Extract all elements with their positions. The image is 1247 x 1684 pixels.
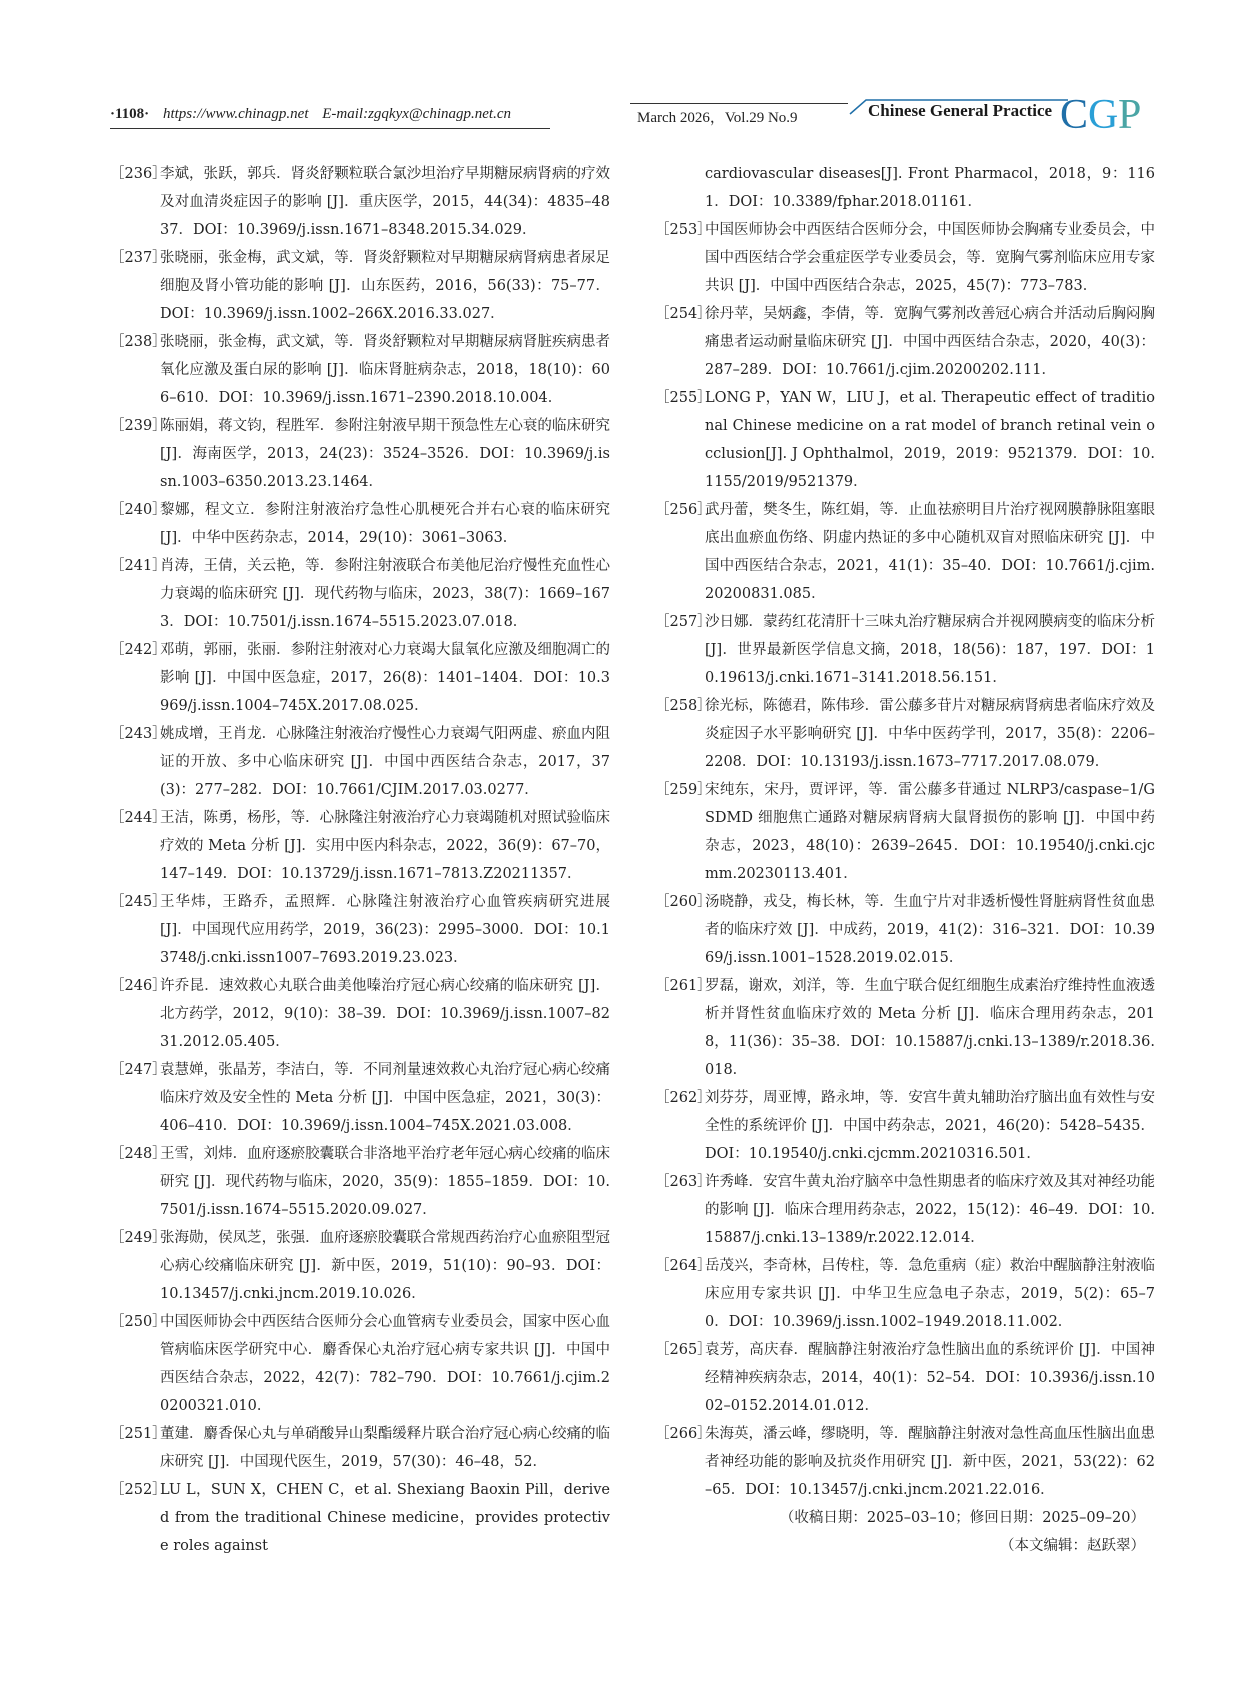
journal-email-link[interactable]: E-mail:zgqkyx@chinagp.net.cn [322,106,511,122]
reference-item [655,1336,1155,1420]
reference-text: 张海勋，侯凤芝，张强．血府逐瘀胶囊联合常规西药治疗心血瘀阻型冠心病心绞痛临床研究 [J]．新中医，2019，51(10)：90–93．DOI：10.13457/j.cnki.jncm.2019.10.026． [160,1230,610,1302]
reference-number: ［259］ [655,782,712,798]
reference-item [655,300,1155,384]
reference-item [655,608,1155,692]
reference-number: ［262］ [655,1090,712,1106]
reference-item [110,244,610,328]
reference-number: ［248］ [110,1146,167,1162]
reference-item [655,384,1155,496]
received-dates: （收稿日期：2025–03–10；修回日期：2025–09–20） [779,1510,1145,1526]
reference-item [655,1252,1155,1336]
reference-number: ［247］ [110,1062,167,1078]
reference-item [110,496,610,552]
reference-number: ［242］ [110,642,167,658]
reference-text: 朱海英，潘云峰，缪晓明，等．醒脑静注射液对急性高血压性脑出血患者神经功能的影响及抗炎作用研究 [J]．新中医，2021，53(22)：62–65．DOI：10.13457/j.cnki.jncm.2021.22.016． [705,1426,1155,1498]
reference-item [655,692,1155,776]
reference-number: ［258］ [655,698,712,714]
header-rule-left [110,128,550,129]
header-left [110,106,511,123]
reference-text: 许秀峰．安宫牛黄丸治疗脑卒中急性期患者的临床疗效及其对神经功能的影响 [J]．临床合理用药杂志，2022，15(12)：46–49．DOI：10.15887/j.cnki.13–1389/r.2022.12.014． [705,1174,1155,1246]
reference-number: ［255］ [655,390,712,406]
logo-c-icon: C [1060,92,1089,134]
reference-text: 董建．麝香保心丸与单硝酸异山梨酯缓释片联合治疗冠心病心绞痛的临床研究 [J]．中国现代医生，2019，57(30)：46–48，52． [160,1426,610,1470]
reference-text: 中国医师协会中西医结合医师分会，中国医师协会胸痛专业委员会，中国中西医结合学会重症医学专业委员会，等．宽胸气雾剂临床应用专家共识 [J]．中国中西医结合杂志，2025，45(7)：773–783． [705,222,1155,294]
reference-text: 姚成增，王肖龙．心脉隆注射液治疗慢性心力衰竭气阳两虚、瘀血内阻证的开放、多中心临床研究 [J]．中国中西医结合杂志，2017，37(3)：277–282．DOI：10.7661/CJIM.2017.03.0277． [160,726,610,798]
reference-text: 陈丽娟，蒋文钧，程胜军．参附注射液早期干预急性左心衰的临床研究 [J]．海南医学，2013，24(23)：3524–3526．DOI：10.3969/j.issn.1003–6350.2013.23.1464． [160,418,610,490]
reference-item [110,412,610,496]
page-number: ·1108· [110,106,150,122]
logo-p-icon: P [1118,92,1142,134]
reference-text: 宋纯东，宋丹，贾评评，等．雷公藤多苷通过 NLRP3/caspase–1/GSDMD 细胞焦亡通路对糖尿病肾病大鼠肾损伤的影响 [J]．中国中药杂志，2023，48(10)：2639–2645．DOI：10.19540/j.cnki.cjcmm.20230113.401． [705,782,1155,882]
reference-text: 邓萌，郭丽，张丽．参附注射液对心力衰竭大鼠氧化应激及细胞凋亡的影响 [J]．中国中医急症，2017，26(8)：1401–1404．DOI：10.3969/j.issn.1004–745X.2017.08.025． [160,642,610,714]
reference-item [110,1476,610,1560]
reference-number: ［256］ [655,502,712,518]
reference-number: ［251］ [110,1426,167,1442]
reference-item [655,496,1155,608]
reference-item [110,1308,610,1420]
reference-number: ［239］ [110,418,167,434]
reference-item [110,888,610,972]
logo-g-icon: G [1088,92,1119,134]
reference-number: ［245］ [110,894,167,910]
reference-number: ［238］ [110,334,167,350]
header-rule-right [630,103,848,104]
reference-item [110,972,610,1056]
reference-item [655,776,1155,888]
reference-item [110,1224,610,1308]
reference-text: 王雪，刘炜．血府逐瘀胶囊联合非洛地平治疗老年冠心病心绞痛的临床研究 [J]．现代药物与临床，2020，35(9)：1855–1859．DOI：10.7501/j.issn.1674–5515.2020.09.027． [160,1146,610,1218]
reference-item [110,552,610,636]
reference-text: 罗磊，谢欢，刘洋，等．生血宁联合促红细胞生成素治疗维持性血液透析并肾性贫血临床疗效的 Meta 分析 [J]．临床合理用药杂志，2018，11(36)：35–38．DOI：10.15887/j.cnki.13–1389/r.2018.36.018． [705,978,1155,1078]
reference-item [110,804,610,888]
reference-item [655,972,1155,1084]
reference-number: ［249］ [110,1230,167,1246]
reference-number: ［236］ [110,166,167,182]
reference-item [110,160,610,244]
reference-item [110,328,610,412]
reference-text: 岳茂兴，李奇林，吕传柱，等．急危重病（症）救治中醒脑静注射液临床应用专家共识 [J]．中华卫生应急电子杂志，2019，5(2)：65–70．DOI：10.3969/j.issn.1002–1949.2018.11.002． [705,1258,1155,1330]
reference-text: 沙日娜．蒙药红花清肝十三味丸治疗糖尿病合并视网膜病变的临床分析 [J]．世界最新医学信息文摘，2018，18(56)：187，197．DOI：10.19613/j.cnki.1671–3141.2018.56.151． [705,614,1155,686]
reference-text: 许乔昆．速效救心丸联合曲美他嗪治疗冠心病心绞痛的临床研究 [J]．北方药学，2012，9(10)：38–39．DOI：10.3969/j.issn.1007–8231.2012.05.405． [160,978,610,1050]
reference-text: LONG P，YAN W，LIU J，et al. Therapeutic effect of traditional Chinese medicine on a rat model of branch retinal vein occlusion[J]. J Ophthalmol，2019，2019：9521379．DOI：10.1155/2019/9521379． [705,390,1155,490]
reference-item [655,1420,1155,1504]
reference-text: 武丹蕾，樊冬生，陈红娟，等．止血祛瘀明目片治疗视网膜静脉阻塞眼底出血瘀血伤络、阴虚内热证的多中心随机双盲对照临床研究 [J]．中国中西医结合杂志，2021，41(1)：35–40．DOI：10.7661/j.cjim.20200831.085． [705,502,1155,602]
reference-number: ［250］ [110,1314,167,1330]
reference-number: ［260］ [655,894,712,910]
reference-text: 李斌，张跃，郭兵．肾炎舒颗粒联合氯沙坦治疗早期糖尿病肾病的疗效及对血清炎症因子的影响 [J]．重庆医学，2015，44(34)：4835–4837．DOI：10.3969/j.issn.1671–8348.2015.34.029． [160,166,610,238]
reference-text: 汤晓静，戎殳，梅长林，等．生血宁片对非透析慢性肾脏病肾性贫血患者的临床疗效 [J]．中成药，2019，41(2)：316–321．DOI：10.3969/j.issn.1001–1528.2019.02.015． [705,894,1155,966]
reference-text: 肖涛，王倩，关云艳，等．参附注射液联合布美他尼治疗慢性充血性心力衰竭的临床研究 [J]．现代药物与临床，2023，38(7)：1669–1673．DOI：10.7501/j.issn.1674–5515.2023.07.018． [160,558,610,630]
journal-name: Chinese General Practice [868,101,1053,120]
journal-logo [838,88,1158,134]
reference-number: ［254］ [655,306,712,322]
right-column [655,160,1155,1560]
reference-item [655,216,1155,300]
reference-number: ［243］ [110,726,167,742]
journal-url-link[interactable]: https://www.chinagp.net [162,106,309,122]
page-header [0,0,1247,150]
reference-number: ［257］ [655,614,712,630]
reference-number: ［265］ [655,1342,712,1358]
reference-text: 王华炜，王路乔，孟照辉．心脉隆注射液治疗心血管疾病研究进展 [J]．中国现代应用药学，2019，36(23)：2995–3000．DOI：10.13748/j.cnki.issn1007–7693.2019.23.023． [160,894,610,966]
reference-number: ［240］ [110,502,167,518]
reference-text: 袁慧婵，张晶芳，李洁白，等．不同剂量速效救心丸治疗冠心病心绞痛临床疗效及安全性的 Meta 分析 [J]．中国中医急症，2021，30(3)：406–410．DOI：10.3969/j.issn.1004–745X.2021.03.008． [160,1062,610,1134]
reference-number: ［253］ [655,222,712,238]
reference-number: ［266］ [655,1426,712,1442]
left-column [110,160,610,1560]
reference-text: 张晓丽，张金梅，武文斌，等．肾炎舒颗粒对早期糖尿病肾病患者尿足细胞及肾小管功能的影响 [J]．山东医药，2016，56(33)：75–77．DOI：10.3969/j.issn.1002–266X.2016.33.027． [160,250,610,322]
reference-continuation: cardiovascular diseases[J]. Front Pharmacol，2018，9：1161．DOI：10.3389/fphar.2018.01161． [705,166,1155,210]
reference-number: ［241］ [110,558,167,574]
reference-item [110,1140,610,1224]
reference-text: 刘芬芬，周亚博，路永坤，等．安宫牛黄丸辅助治疗脑出血有效性与安全性的系统评价 [J]．中国中药杂志，2021，46(20)：5428–5435．DOI：10.19540/j.cnki.cjcmm.20210316.501． [705,1090,1155,1162]
reference-item [110,720,610,804]
reference-number: ［246］ [110,978,167,994]
reference-text: 张晓丽，张金梅，武文斌，等．肾炎舒颗粒对早期糖尿病肾脏疾病患者氧化应激及蛋白尿的影响 [J]．临床肾脏病杂志，2018，18(10)：606–610．DOI：10.3969/j.issn.1671–2390.2018.10.004． [160,334,610,406]
reference-text: 徐丹苹，吴炳鑫，李倩，等．宽胸气雾剂改善冠心病合并活动后胸闷胸痛患者运动耐量临床研究 [J]．中国中西医结合杂志，2020，40(3)：287–289．DOI：10.7661/j.cjim.20200202.111． [705,306,1155,378]
reference-number: ［244］ [110,810,167,826]
reference-item [655,1084,1155,1168]
reference-number: ［252］ [110,1482,167,1498]
reference-item [110,1056,610,1140]
reference-number: ［263］ [655,1174,712,1190]
reference-text: LU L，SUN X，CHEN C，et al. Shexiang Baoxin Pill，derived from the traditional Chinese medicine，provides protective roles against [160,1482,610,1554]
reference-text: 黎娜，程文立．参附注射液治疗急性心肌梗死合并右心衰的临床研究 [J]．中华中医药杂志，2014，29(10)：3061–3063． [160,502,610,546]
reference-item [110,1420,610,1476]
reference-number: ［261］ [655,978,712,994]
reference-item [110,636,610,720]
editor-credit: （本文编辑：赵跃翠） [1000,1538,1145,1554]
reference-text: 徐光标，陈德君，陈伟珍．雷公藤多苷片对糖尿病肾病患者临床疗效及炎症因子水平影响研究 [J]．中华中医药学刊，2017，35(8)：2206–2208．DOI：10.13193/j.issn.1673–7717.2017.08.079． [705,698,1155,770]
reference-number: ［264］ [655,1258,712,1274]
reference-text: 王洁，陈勇，杨彤，等．心脉隆注射液治疗心力衰竭随机对照试验临床疗效的 Meta 分析 [J]．实用中医内科杂志，2022，36(9)：67–70，147–149．DOI：10.13729/j.issn.1671–7813.Z20211357． [160,810,610,882]
reference-text: 袁芳，高庆春．醒脑静注射液治疗急性脑出血的系统评价 [J]．中国神经精神疾病杂志，2014，40(1)：52–54．DOI：10.3936/j.issn.1002–0152.2014.01.012． [705,1342,1155,1414]
issue-info: March 2026，Vol.29 No.9 [637,110,798,126]
reference-text: 中国医师协会中西医结合医师分会心血管病专业委员会，国家中医心血管病临床医学研究中心．麝香保心丸治疗冠心病专家共识 [J]．中国中西医结合杂志，2022，42(7)：782–790．DOI：10.7661/j.cjim.20200321.010． [160,1314,610,1414]
reference-item [655,888,1155,972]
right-reference-list [655,216,1155,1504]
reference-item [655,1168,1155,1252]
reference-number: ［237］ [110,250,167,266]
